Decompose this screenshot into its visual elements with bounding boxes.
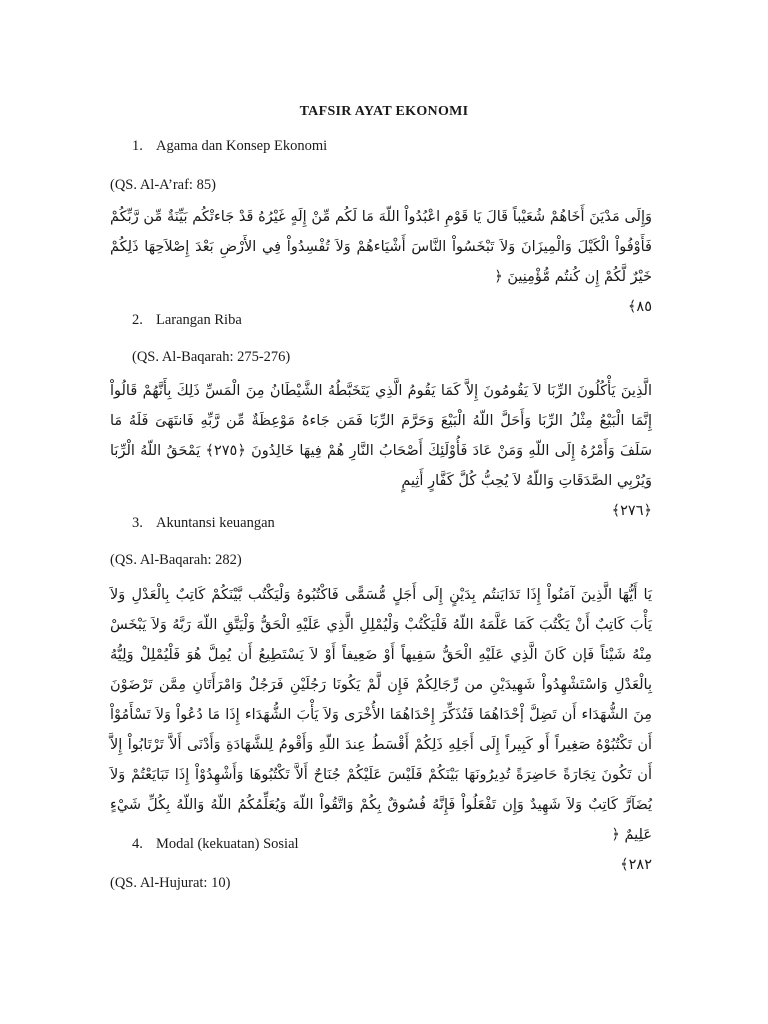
verse-reference-1: (QS. Al-A’raf: 85) [110,177,216,193]
section-number: 1. [132,138,143,154]
arabic-verse-2 [110,376,652,526]
section-heading-4 [132,836,299,853]
arabic-verse-text: وَإِلَى مَدْيَنَ أَخَاهُمْ شُعَيْباً قَالَ يَا قَوْمِ اعْبُدُواْ اللّهَ مَا لَكُم مِّنْ إِلَهٍ غَيْرُهُ قَدْ جَاءتْكُم بَيِّنَةٌ مِّن رَّبِّكُمْ فَأَوْفُواْ الْكَيْلَ وَالْمِيزَانَ وَلاَ تَبْخَسُواْ النَّاسَ أَشْيَاءهُمْ وَلاَ تُفْسِدُواْ فِي الأَرْضِ بَعْدَ إِصْلاَحِهَا ذَلِكُمْ خَيْرٌ لَّكُمْ إِن كُنتُم مُّؤْمِنِينَ ﴿ [110,209,652,285]
verse-number: ﴿٢٧٦﴾ [611,503,652,519]
section-number: 3. [132,515,143,531]
section-title: Agama dan Konsep Ekonomi [156,138,328,154]
section-title: Akuntansi keuangan [156,515,275,531]
arabic-verse-text: الَّذِينَ يَأْكُلُونَ الرِّبَا لاَ يَقُومُونَ إِلاَّ كَمَا يَقُومُ الَّذِي يَتَخَبَّطُهُ الشَّيْطَانُ مِنَ الْمَسِّ ذَلِكَ بِأَنَّهُمْ قَالُواْ إِنَّمَا الْبَيْعُ مِثْلُ الرِّبَا وَأَحَلَّ اللّهُ الْبَيْعَ وَحَرَّمَ الرِّبَا فَمَن جَاءهُ مَوْعِظَةٌ مِّن رَّبِّهِ فَانتَهَىَ فَلَهُ مَا سَلَفَ وَأَمْرُهُ إِلَى اللّهِ وَمَنْ عَادَ فَأُوْلَئِكَ أَصْحَابُ النَّارِ هُمْ فِيهَا خَالِدُونَ ﴿٢٧٥﴾ يَمْحَقُ اللّهُ الْرِّبَا وَيُرْبِي الصَّدَقَاتِ وَاللّهُ لاَ يُحِبُّ كُلَّ كَفَّارٍ أَثِيمٍ [110,383,652,489]
section-title: Modal (kekuatan) Sosial [156,836,299,852]
document-title: TAFSIR AYAT EKONOMI [299,104,469,119]
verse-number: ٨٥﴾ [627,299,652,315]
section-heading-1 [132,138,327,155]
verse-reference-3: (QS. Al-Baqarah: 282) [110,552,242,568]
verse-number: ٢٨٢﴾ [620,857,652,873]
section-heading-3 [132,515,275,532]
arabic-verse-3 [110,580,652,880]
verse-reference-2: (QS. Al-Baqarah: 275-276) [132,349,291,365]
section-number: 4. [132,836,143,852]
arabic-verse-1 [110,202,652,322]
section-title: Larangan Riba [156,312,242,328]
section-heading-2 [132,312,242,329]
section-number: 2. [132,312,143,328]
arabic-verse-text: يَا أَيُّهَا الَّذِينَ آمَنُواْ إِذَا تَدَايَنتُم بِدَيْنٍ إِلَى أَجَلٍ مُّسَمًّى فَاكْتُبُوهُ وَلْيَكْتُب بَّيْنَكُمْ كَاتِبٌ بِالْعَدْلِ وَلاَ يَأْبَ كَاتِبٌ أَنْ يَكْتُبَ كَمَا عَلَّمَهُ اللّهُ فَلْيَكْتُبْ وَلْيُمْلِلِ الَّذِي عَلَيْهِ الْحَقُّ وَلْيَتَّقِ اللّهَ رَبَّهُ وَلاَ يَبْخَسْ مِنْهُ شَيْئاً فَإن كَانَ الَّذِي عَلَيْهِ الْحَقُّ سَفِيهاً أَوْ ضَعِيفاً أَوْ لاَ يَسْتَطِيعُ أَن يُمِلَّ هُوَ فَلْيُمْلِلْ وَلِيُّهُ بِالْعَدْلِ وَاسْتَشْهِدُواْ شَهِيدَيْنِ من رِّجَالِكُمْ فَإِن لَّمْ يَكُونَا رَجُلَيْنِ فَرَجُلٌ وَامْرَأَتَانِ مِمَّن تَرْضَوْنَ مِنَ الشُّهَدَاء أَن تَضِلَّ إْحْدَاهُمَا فَتُذَكِّرَ إِحْدَاهُمَا الأُخْرَى وَلاَ يَأْبَ الشُّهَدَاء إِذَا مَا دُعُواْ وَلاَ تَسْأَمُوْاْ أَن تَكْتُبُوْهُ صَغِيراً أَو كَبِيراً إِلَى أَجَلِهِ ذَلِكُمْ أَقْسَطُ عِندَ اللّهِ وَأَقْومُ لِلشَّهَادَةِ وَأَدْنَى أَلاَّ تَرْتَابُواْ إِلاَّ أَن تَكُونَ تِجَارَةً حَاضِرَةً تُدِيرُونَهَا بَيْنَكُمْ فَلَيْسَ عَلَيْكُمْ جُنَاحٌ أَلاَّ تَكْتُبُوهَا وَأَشْهِدُوْاْ إِذَا تَبَايَعْتُمْ وَلاَ يُضَآرَّ كَاتِبٌ وَلاَ شَهِيدٌ وَإِن تَفْعَلُواْ فَإِنَّهُ فُسُوقٌ بِكُمْ وَاتَّقُواْ اللّهَ وَيُعَلِّمُكُمُ اللّهُ وَاللّهُ بِكُلِّ شَيْءٍ عَلِيمٌ ﴿ [110,587,652,843]
verse-reference-4: (QS. Al-Hujurat: 10) [110,875,231,891]
